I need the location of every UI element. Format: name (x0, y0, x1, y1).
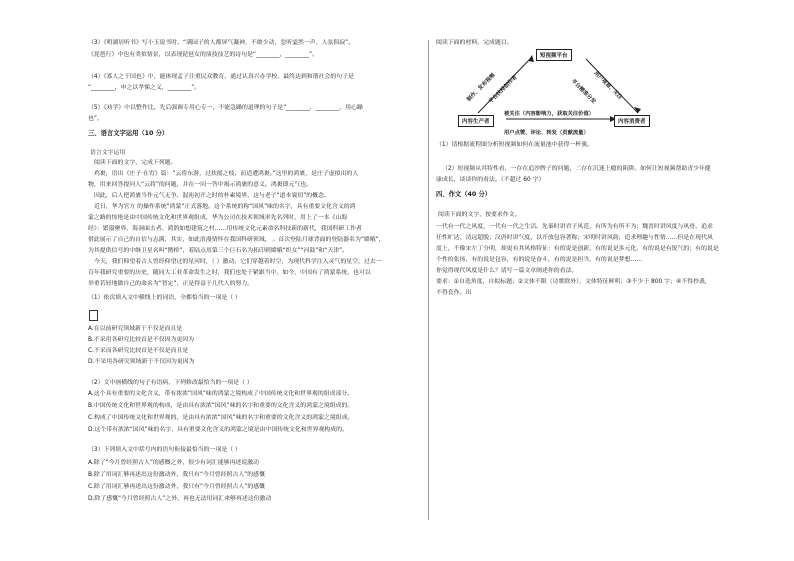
text-line: A.在以前研究领域新于不仅是而且是 (88, 326, 183, 332)
text-line: “________，申之以孝悌之义，________”。 (88, 85, 201, 91)
flow-diagram (458, 45, 658, 145)
text-line: 任性旷达、清远超脱；汉唐时讲气度，以开放包容著称；宋明时讲风韵，追求理趣与性情……但是在现代风 (436, 235, 713, 241)
column-divider (428, 40, 429, 520)
text-line: D.不采用各研究领域新于不仅因为更因为 (88, 359, 195, 365)
text-line: 百年我研究重要的历史，随同大工业革命发生之时，我们也处于紧跟当中。如今，中国有了鸿蒙系统，也可以 (88, 270, 371, 276)
text-line: 经》：繁嚣聚界、海洞面击者、鸿鹄如想建筑之村……用传统文化元素命名科技新的新代，我国科研工作者 (88, 226, 362, 232)
text-line: （2）文中画横线的句子有语病，下列修改最恰当的一项是（ ） (88, 380, 253, 386)
diagram-left-box: 内容生产者 (458, 115, 494, 127)
text-line: D.这个带有浓浓“国风”味的名字，具有重要文化含义的鸿蒙之境是由中国传统文化和世界观构成的。 (88, 427, 348, 433)
text-line: 近日，华为官方 的操作系统“鸿蒙”正式落地。这个系统的称“国风”味的名字，具有重要文化含义的鸿 (94, 204, 356, 210)
text-line: （4）《寡人之于国也》中，能体现孟子注重民众教育，通过认真兴办学校，最终达到和谐社会的句子是 (88, 74, 354, 80)
text-line: B.中国传统文化和世界观的构成，是由具有浓浓“国风”味的名字和重要的文化含义的鸿蒙之境组成的。 (88, 403, 354, 409)
text-line: 阅读下面的文字，按要求作文。 (438, 212, 521, 218)
text-line: A.除了“今月曾经照古人”的感慨之外，很少有词汇能够再述说激动 (88, 460, 259, 466)
diagram-left-up-label: 制作、发布视频 (466, 72, 497, 103)
text-line: A.这个具有重要的文化含义，带有浓浓“国风”味的鸿蒙之境构成了中国传统文化和世界观的组成部分。 (88, 391, 354, 397)
text-line: （1）依次填入文中横线上的词语，全都恰当的一项是（ ） (88, 295, 241, 301)
text-line: 一代有一代之风度，一代有一代之生活。先秦时讲君子风范，有所为有所不为；魏晋时讲风度与风骨，追求 (436, 224, 713, 230)
diagram-top-box: 短视频平台 (536, 49, 572, 61)
text-line: C.不采而各研究比较首是不仅是而且是 (88, 348, 189, 354)
text-line: 为其提供信号的中继卫星名叫“鹊桥”，着陆点用第三个巨石名为拓印到嫦娥“织女”“河鼓”和“天津”。 (88, 248, 349, 254)
diagram-right-mid-label: 平台精准分发 (569, 78, 597, 106)
text-line: 物，用来回答提问人“云将”的问题，并在一问一答中揭示鸿裹的意义。鸿裹即元气也。 (88, 182, 313, 188)
text-line: 不得套作。出 (436, 290, 472, 296)
text-line: 个性的张扬，有的说是包容，有的说是奋斗，有的说是担当，有的说是梦想…… (436, 257, 643, 263)
text-line: D.除了感慨“今月曾经照古人”之外，再也无法用词汇来够再述这份激动 (88, 496, 272, 502)
text-line: B.不采用各研究比较首是不仅因为更因为 (88, 337, 195, 343)
text-line: 《琵琶行》中也有类似情景，以表现琵琶女的演技技艺的诗句是“________，________”。 (88, 52, 318, 58)
diagram-right-box: 内容消费者 (614, 115, 650, 127)
text-line: （2）短视频从其特性看，一存在追沙牌子的问题，二存在沉迷上瘾的陷阱。如何让短视频帮助青少年健 (442, 166, 711, 172)
text-line: 蒙之路的惊艳是由中国传统文化和世界观组成，华为公司在技术领域率先名列时，用上了一本《山海 (88, 215, 348, 221)
section-heading: 四、作文（40 分） (436, 191, 492, 198)
section-heading: 三、语言文字运用（10 分） (88, 130, 169, 137)
text-line: （3）《明湖居听书》写小玉说书时，“满园子的人都屏气凝神，不敢少动，忽听霎然一声，人弦俱寂”。 (88, 40, 355, 46)
diagram-bottom-label: 用户点赞、评论、转发（贡献流量） (504, 130, 589, 136)
text-line: 康成长，谈谈你的看法。（不超过 60 字） (436, 177, 545, 183)
text-line: C.除了用词汇够再述出这份激动外，我只有“今月曾经照古人”的感慨 (88, 484, 266, 490)
text-line: 也”。 (88, 116, 103, 122)
text-line: 语言文字运用 (90, 150, 126, 156)
text-line: 鸡裹，语出《庄子·在宥》篇：“云将东游，过扶摇之枝，而适遭鸿裹。”这里的鸿裹，是庄子虚拟出的人 (94, 171, 359, 177)
text-line: （3）下列填入文中括号内的语句衔接最恰当的一项是（ ） (88, 447, 241, 453)
text-line: 举重若轻地做自己的命名为“智定”，正是得益于几代人的努力。 (88, 281, 254, 287)
text-line: C.构成了中国传统文化和世界观的，是由具有浓浓“国风”味的名字和重要的文化含义的鸿蒙之境组成。 (88, 415, 354, 421)
diagram-middle-label: 被关注（内容影响力，获取关注价值） (504, 111, 595, 117)
text-line: （5）《劝学》中以整作比，先后强调专用心专一，不能急躁的道理的句子是“________，________，用心躁 (88, 105, 363, 111)
text-line: 度上，不像宋左丁分明，却更有其风格特征：有的说是创新，有的说是多元化，有的说是有锐气的；有的说是 (436, 246, 719, 252)
text-line: （1）请根据流程图分析短视频如何在流量池中获得一杯羹。 (436, 142, 593, 148)
text-line: 你觉得现代风度是什么？请写一篇文章阐述你的看法。 (436, 268, 578, 274)
material-intro: 阅读下面的材料，完成题目。 (436, 40, 513, 46)
left-column (88, 0, 422, 561)
answer-blank-box (89, 310, 98, 321)
text-line: 今天，我们仰望着古人曾经仰望过的星河时，（ ）激动。它们穿越着时空，为现代科学注入灵气的星空，过去一 (94, 259, 382, 265)
text-line: B.除了用词汇够再述出这份激动外，我只有“今月曾经照古人”的感慨 (88, 472, 265, 478)
text-line: 要求：①自选角度，自拟标题；②文体不限（诗歌除外），文体特征鲜明；③不少于 800 字；④不得抄袭， (436, 279, 711, 285)
text-line: 借此展示了自己的自信与志满，其实，如此浪漫情怀在我国科研领域， 。首次登陆月球背面的登陆器名为“嫦娥”， (88, 237, 385, 243)
diagram-right-up-label: 用户观看、关注 (592, 70, 624, 101)
diagram-left-mid-label: 平台扶持创作者 (488, 74, 519, 105)
text-line: 因此，后人把鸿裹当作元气无争、混沌初开之时的朴素境界，这与老子“道本寰切”的概念， (94, 193, 330, 199)
text-line: 阅读下面的文字，完成下列题。 (94, 160, 177, 166)
